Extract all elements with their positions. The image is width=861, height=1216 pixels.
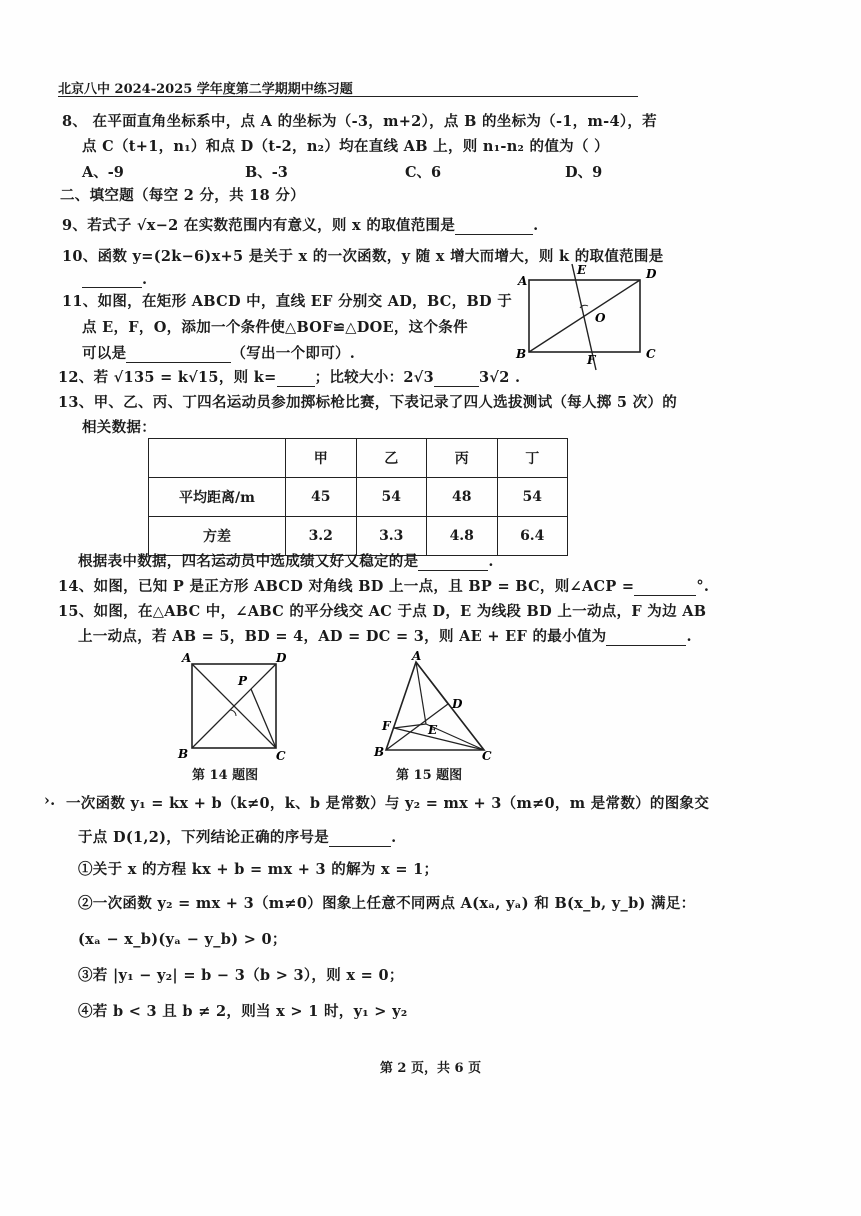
table-cell: 54 <box>356 478 427 517</box>
q16-blank[interactable] <box>329 830 391 847</box>
label-c: C <box>276 749 286 763</box>
label-e: E <box>428 723 438 737</box>
q14-after: °. <box>696 578 710 595</box>
q15-blank[interactable] <box>606 629 686 646</box>
q10-line1: 10、函数 y=(2k−6)x+5 是关于 x 的一次函数，y 随 x 增大而增大，则 k 的取值范围是 <box>62 248 664 265</box>
segment-bd <box>386 704 448 750</box>
table-cell: 方差 <box>149 517 286 556</box>
q11-line1: 11、如图，在矩形 ABCD 中，直线 EF 分别交 AD，BC，BD 于 <box>62 293 513 310</box>
label-b: B <box>374 745 385 759</box>
label-d: D <box>646 267 657 281</box>
q11-text-a: 可以是 <box>82 345 127 362</box>
q9-text: 9、若式子 √x−2 在实数范围内有意义，则 x 的取值范围是 <box>62 217 456 234</box>
table-cell: 4.8 <box>427 517 498 556</box>
page-header: 北京八中 2024-2025 学年度第二学期期中练习题 <box>58 82 353 97</box>
q16-num: ›. <box>44 792 56 809</box>
label-e: E <box>577 263 587 277</box>
q12-part2: ；比较大小：2√3 <box>314 369 434 386</box>
q11-figure <box>510 258 670 378</box>
q13-line2: 相关数据： <box>82 419 156 436</box>
table-header-cell: 丙 <box>427 439 498 478</box>
q14-blank[interactable] <box>634 579 696 596</box>
q15-line2: 上一动点，若 AB = 5，BD = 4，AD = DC = 3，则 AE + EF 的最小值为 . <box>78 628 692 645</box>
table-header-cell <box>149 439 286 478</box>
q8-option-b: B、-3 <box>245 164 288 181</box>
table-cell: 6.4 <box>497 517 568 556</box>
label-a: A <box>412 650 422 663</box>
q16-item-4: ④若 b < 3 且 b ≠ 2，则当 x > 1 时，y₁ > y₂ <box>78 1003 408 1020</box>
q9-blank[interactable] <box>455 218 533 235</box>
table-cell: 3.2 <box>286 517 357 556</box>
q10-line2 <box>82 271 147 288</box>
segment-fe <box>394 724 426 728</box>
label-d: D <box>276 651 287 665</box>
q8-option-a: A、-9 <box>82 164 124 181</box>
page-footer: 第 2 页，共 6 页 <box>379 1061 482 1076</box>
q11-text-b: （写出一个即可）. <box>231 345 356 362</box>
table-cell: 平均距离/m <box>149 478 286 517</box>
q16-line1: 一次函数 y₁ = kx + b（k≠0，k、b 是常数）与 y₂ = mx + 3（m≠0，m 是常数）的图象交 <box>66 795 710 812</box>
q14 <box>58 575 709 596</box>
q15-line1: 15、如图，在△ABC 中，∠ABC 的平分线交 AC 于点 D，E 为线段 BD 上一动点，F 为边 AB <box>58 603 707 620</box>
section-title: 二、填空题（每空 2 分，共 18 分） <box>60 187 305 204</box>
q16-text: 于点 D(1,2)，下列结论正确的序号是 <box>78 829 330 846</box>
table-header-cell: 乙 <box>356 439 427 478</box>
table-cell: 45 <box>286 478 357 517</box>
q11-line2: 点 E，F，O，添加一个条件使△BOF≌△DOE，这个条件 <box>82 319 468 336</box>
q8-line1: 8、 在平面直角坐标系中，点 A 的坐标为（-3，m+2），点 B 的坐标为（-1，m-4），若 <box>62 113 657 130</box>
q12-blank-2[interactable] <box>434 370 479 387</box>
q11-line3 <box>82 342 355 363</box>
figure-14 <box>170 650 290 765</box>
q12 <box>58 366 520 387</box>
segment-pc <box>251 689 276 748</box>
q16-item-3: ③若 |y₁ − y₂| = b − 3（b > 3），则 x = 0； <box>78 967 404 984</box>
header-rule <box>58 96 638 97</box>
label-p: P <box>238 674 248 688</box>
figure-14-caption: 第 14 题图 <box>192 768 259 783</box>
label-f: F <box>587 353 596 367</box>
q8-option-d: D、9 <box>565 164 603 181</box>
label-b: B <box>178 747 189 761</box>
q15-text: 上一动点，若 AB = 5，BD = 4，AD = DC = 3，则 AE + EF 的最小值为 <box>78 628 607 645</box>
q8-line2: 点 C（t+1，n₁）和点 D（t-2，n₂）均在直线 AB 上，则 n₁-n₂ 的值为（ ） <box>82 138 609 155</box>
q10-blank[interactable] <box>82 271 142 288</box>
table-header-cell: 丁 <box>497 439 568 478</box>
label-b: B <box>516 347 527 361</box>
figure-15 <box>368 650 498 765</box>
diagonal-bd <box>529 280 640 352</box>
table-cell: 48 <box>427 478 498 517</box>
q12-blank-1[interactable] <box>277 370 315 387</box>
label-o: O <box>595 311 606 325</box>
table-header-cell: 甲 <box>286 439 357 478</box>
figure-15-caption: 第 15 题图 <box>396 768 463 783</box>
q16-line2: 于点 D(1,2)，下列结论正确的序号是 . <box>78 829 397 846</box>
label-a: A <box>182 651 192 665</box>
q12-part3: 3√2 . <box>479 369 521 386</box>
q13-line1: 13、甲、乙、丙、丁四名运动员参加掷标枪比赛，下表记录了四人选拔测试（每人掷 5 次）的 <box>58 394 678 411</box>
table-header-row <box>149 439 568 478</box>
label-d: D <box>452 697 463 711</box>
q8-option-c: C、6 <box>405 164 442 181</box>
label-f: F <box>382 719 391 733</box>
segment-ae <box>416 662 426 724</box>
q9 <box>62 214 539 235</box>
q16-item-2-cont: (xₐ − x_b)(yₐ − y_b) > 0； <box>78 931 287 948</box>
label-c: C <box>646 347 656 361</box>
table-row <box>149 478 568 517</box>
q13-after-text: 根据表中数据，四名运动员中选成绩又好又稳定的是 <box>78 553 419 570</box>
label-c: C <box>482 749 492 763</box>
table-cell: 54 <box>497 478 568 517</box>
table-cell: 3.3 <box>356 517 427 556</box>
segment-ac-inner <box>416 662 484 750</box>
q13-table <box>148 438 568 556</box>
label-a: A <box>518 274 528 288</box>
angle-mark <box>230 710 236 716</box>
q12-part1: 12、若 √135 = k√15，则 k= <box>58 369 277 386</box>
q16-item-2: ②一次函数 y₂ = mx + 3（m≠0）图象上任意不同两点 A(xₐ, yₐ) 和 B(x_b, y_b) 满足： <box>78 895 696 912</box>
q14-text: 14、如图，已知 P 是正方形 ABCD 对角线 BD 上一点，且 BP = BC，则∠ACP = <box>58 578 635 595</box>
q16-item-1: ①关于 x 的方程 kx + b = mx + 3 的解为 x = 1； <box>78 861 439 878</box>
q11-blank[interactable] <box>126 346 231 363</box>
q10-after: . <box>142 271 148 288</box>
q9-after: . <box>533 217 539 234</box>
q13-after: 根据表中数据，四名运动员中选成绩又好又稳定的是 . <box>78 553 494 570</box>
q13-blank[interactable] <box>418 554 488 571</box>
